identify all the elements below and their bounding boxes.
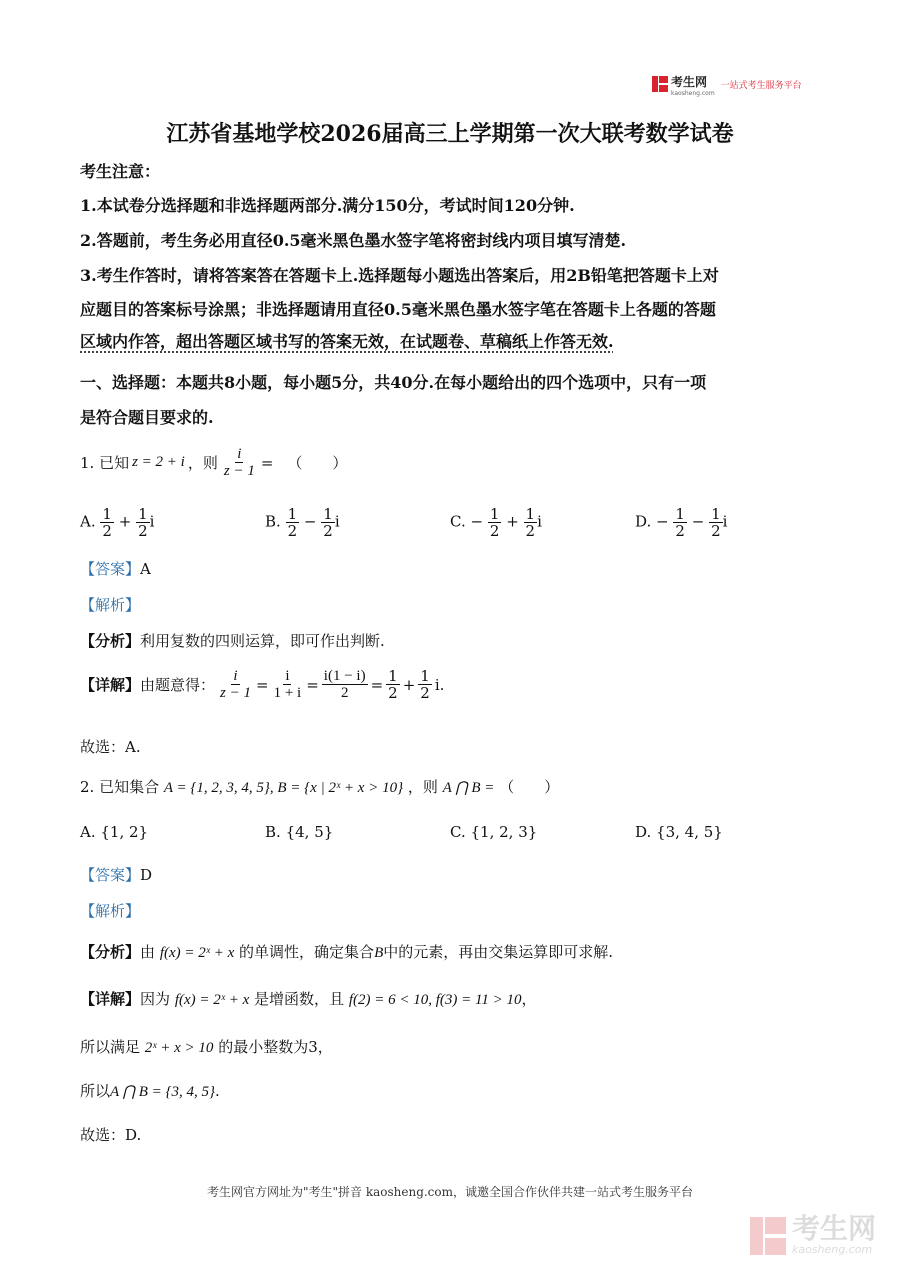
q1-stem: [80, 446, 347, 479]
q2-stem: 2. 已知集合 A = {1, 2, 3, 4, 5}, B = {x | 2ˣ + x > 10} ，则 A ⋂ B = （ ）: [80, 778, 560, 796]
q2-answer: 【答案】D: [80, 866, 153, 884]
q1-frac-num: i: [237, 446, 242, 462]
notice-heading: 考生注意：: [80, 162, 161, 181]
section-heading: 一、选择题：本题共8小题，每小题5分，共40分.在每小题给出的四个选项中，只有一项: [80, 373, 707, 392]
q1-fenxi: 【分析】利用复数的四则运算，即可作出判断.: [80, 632, 385, 650]
notice-item-1: 1.本试卷分选择题和非选择题两部分.满分150分，考试时间120分钟.: [80, 196, 575, 215]
watermark-logo-icon: [750, 1217, 786, 1255]
q2-detail: 【详解】因为 f(x) = 2ˣ + x 是增函数，且 f(2) = 6 < 10, f(3) = 11 > 10，: [80, 990, 537, 1008]
watermark-domain: kaosheng.com: [791, 1243, 873, 1256]
notice-item-3-end: 区域内作答，超出答题区域书写的答案无效，在试题卷、草稿纸上作答无效.: [80, 332, 614, 351]
q1-answer-value: A: [140, 560, 151, 578]
q1-eq: =: [260, 453, 274, 472]
logo-icon: [652, 76, 668, 92]
q1-then: ，则: [187, 454, 218, 472]
q1-fraction: [222, 446, 257, 479]
notice-item-3-cont: 应题目的答案标号涂黑；非选择题请用直径0.5毫米黑色墨水签字笔在答题卡上各题的答题: [80, 300, 716, 319]
q1-conclusion: 故选：A.: [80, 738, 141, 756]
q2-conclusion: 故选：D.: [80, 1126, 142, 1144]
header-logo: [652, 71, 802, 97]
q2-detail-line3: 所以A ⋂ B = {3, 4, 5}.: [80, 1082, 220, 1100]
q2-option-b: B. {4, 5}: [265, 823, 334, 841]
q1-given: z = 2 + i: [132, 454, 185, 470]
notice-item-2: 2.答题前，考生务必用直径0.5毫米黑色墨水签字笔将密封线内项目填写清楚.: [80, 231, 627, 250]
logo-slogan: 一站式考生服务平台: [720, 80, 802, 91]
q1-answer: [80, 558, 151, 579]
page-footer: 考生网官方网址为"考生"拼音 kaosheng.com，诚邀全国合作伙伴共建一站式考生服务平台: [206, 1185, 694, 1199]
q1-prefix: 1. 已知: [80, 454, 130, 472]
section-heading-cont: 是符合题目要求的.: [80, 408, 214, 427]
watermark-text: 考生网: [791, 1212, 876, 1245]
q2-detail-line2: 所以满足 2ˣ + x > 10 的最小整数为3，: [80, 1038, 333, 1056]
q1-option-b: B. $\frac{1}{2}$ − $\frac{1}{2}$ i: [265, 505, 340, 540]
q2-option-c: C. {1, 2, 3}: [450, 823, 538, 841]
q1-option-c: C. − $\frac{1}{2}$ + $\frac{1}{2}$ i: [450, 505, 542, 540]
q2-set-expr: A = {1, 2, 3, 4, 5}, B = {x | 2ˣ + x > 10}: [163, 780, 404, 796]
q1-option-a: A. $\frac{1}{2}$ + $\frac{1}{2}$ i: [80, 505, 155, 540]
q1-analysis-tag: 【解析】: [80, 596, 141, 614]
q1-option-d: D. − $\frac{1}{2}$ − $\frac{1}{2}$ i: [635, 505, 728, 540]
q2-fenxi: 【分析】由 f(x) = 2ˣ + x 的单调性，确定集合B中的元素，再由交集运算即可求解.: [80, 943, 614, 961]
q1-paren: （ ）: [287, 454, 348, 472]
notice-item-3: 3.考生作答时，请将答案答在答题卡上.选择题每小题选出答案后，用2B铅笔把答题卡上对: [80, 266, 719, 285]
logo-text: 考生网: [671, 75, 708, 89]
q2-analysis-tag: 【解析】: [80, 902, 141, 920]
q1-frac-den: z − 1: [223, 463, 255, 479]
q1-detail: 【详解】 由题意得： $\frac{i}{z - 1}$ = $\frac{i}{1 + i}$ = $\frac{i(1 - i)}{2}$ = $\frac{1}{2}$ + $\frac{1}{2}$ i.: [80, 667, 445, 702]
q1-answer-tag: 【答案】: [80, 560, 141, 578]
q2-option-a: A. {1, 2}: [80, 823, 149, 841]
q2-option-d: D. {3, 4, 5}: [635, 823, 723, 841]
page-title: 江苏省基地学校2026届高三上学期第一次大联考数学试卷: [166, 121, 734, 147]
watermark: [750, 1212, 876, 1256]
logo-domain: kaosheng.com: [671, 90, 715, 97]
